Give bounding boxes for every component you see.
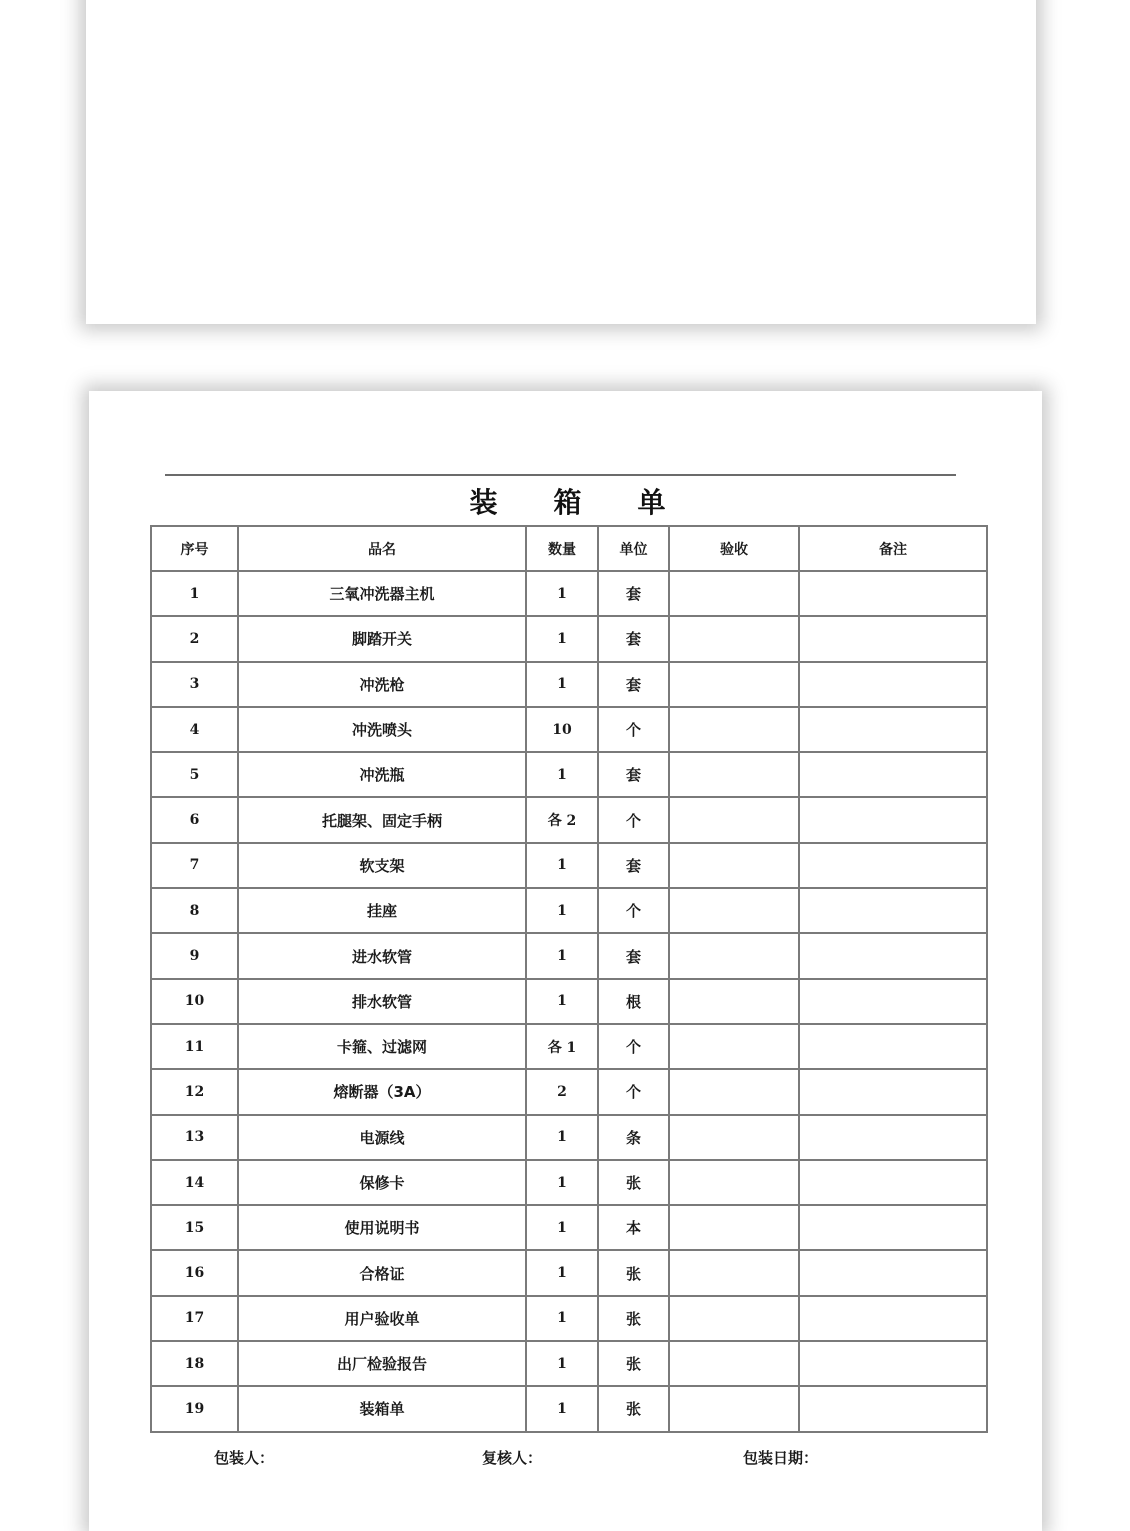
cell-unit: 套 bbox=[598, 843, 669, 888]
cell-item-name: 熔断器（3A） bbox=[238, 1069, 526, 1114]
cell-remarks bbox=[799, 1341, 987, 1386]
cell-remarks bbox=[799, 1205, 987, 1250]
cell-quantity: 1 bbox=[526, 1115, 598, 1160]
table-row bbox=[151, 752, 987, 797]
cell-quantity: 1 bbox=[526, 616, 598, 661]
table-row bbox=[151, 1160, 987, 1205]
cell-quantity: 1 bbox=[526, 1205, 598, 1250]
reviewer-label: 复核人： bbox=[482, 1449, 543, 1467]
cell-quantity: 各 2 bbox=[526, 797, 598, 842]
cell-inspection bbox=[669, 843, 799, 888]
cell-remarks bbox=[799, 797, 987, 842]
cell-quantity: 2 bbox=[526, 1069, 598, 1114]
cell-remarks bbox=[799, 888, 987, 933]
cell-serial-no: 2 bbox=[151, 616, 238, 661]
header-inspection: 验收 bbox=[669, 526, 799, 571]
cell-serial-no: 16 bbox=[151, 1250, 238, 1295]
cell-serial-no: 10 bbox=[151, 979, 238, 1024]
cell-inspection bbox=[669, 1069, 799, 1114]
cell-remarks bbox=[799, 1024, 987, 1069]
cell-item-name: 三氧冲洗器主机 bbox=[238, 571, 526, 616]
cell-unit: 本 bbox=[598, 1205, 669, 1250]
table-row bbox=[151, 1296, 987, 1341]
cell-inspection bbox=[669, 662, 799, 707]
cell-quantity: 1 bbox=[526, 571, 598, 616]
cell-unit: 个 bbox=[598, 797, 669, 842]
cell-inspection bbox=[669, 1205, 799, 1250]
header-item-name: 品名 bbox=[238, 526, 526, 571]
cell-quantity: 1 bbox=[526, 1296, 598, 1341]
cell-unit: 张 bbox=[598, 1386, 669, 1431]
cell-item-name: 进水软管 bbox=[238, 933, 526, 978]
cell-serial-no: 3 bbox=[151, 662, 238, 707]
cell-unit: 套 bbox=[598, 616, 669, 661]
table-row bbox=[151, 616, 987, 661]
cell-inspection bbox=[669, 1386, 799, 1431]
cell-quantity: 1 bbox=[526, 1250, 598, 1295]
cell-serial-no: 6 bbox=[151, 797, 238, 842]
cell-serial-no: 4 bbox=[151, 707, 238, 752]
table-row bbox=[151, 888, 987, 933]
table-row bbox=[151, 843, 987, 888]
header-quantity: 数量 bbox=[526, 526, 598, 571]
cell-remarks bbox=[799, 933, 987, 978]
cell-inspection bbox=[669, 888, 799, 933]
cell-inspection bbox=[669, 1160, 799, 1205]
cell-item-name: 电源线 bbox=[238, 1115, 526, 1160]
cell-serial-no: 9 bbox=[151, 933, 238, 978]
cell-remarks bbox=[799, 1250, 987, 1295]
cell-item-name: 冲洗喷头 bbox=[238, 707, 526, 752]
cell-quantity: 1 bbox=[526, 1160, 598, 1205]
packer-label: 包装人： bbox=[214, 1449, 275, 1467]
cell-unit: 张 bbox=[598, 1250, 669, 1295]
cell-serial-no: 13 bbox=[151, 1115, 238, 1160]
previous-page bbox=[86, 0, 1036, 324]
cell-serial-no: 8 bbox=[151, 888, 238, 933]
header-unit: 单位 bbox=[598, 526, 669, 571]
table-row bbox=[151, 662, 987, 707]
cell-serial-no: 7 bbox=[151, 843, 238, 888]
table-row bbox=[151, 1250, 987, 1295]
cell-inspection bbox=[669, 1115, 799, 1160]
header-serial-no: 序号 bbox=[151, 526, 238, 571]
cell-remarks bbox=[799, 662, 987, 707]
cell-serial-no: 5 bbox=[151, 752, 238, 797]
cell-inspection bbox=[669, 1296, 799, 1341]
cell-quantity: 1 bbox=[526, 933, 598, 978]
cell-unit: 套 bbox=[598, 752, 669, 797]
header-rule bbox=[165, 474, 956, 476]
cell-remarks bbox=[799, 707, 987, 752]
title-char-2: 箱 bbox=[553, 486, 582, 519]
table-row bbox=[151, 1024, 987, 1069]
cell-quantity: 1 bbox=[526, 752, 598, 797]
cell-serial-no: 18 bbox=[151, 1341, 238, 1386]
cell-item-name: 使用说明书 bbox=[238, 1205, 526, 1250]
cell-inspection bbox=[669, 616, 799, 661]
cell-inspection bbox=[669, 571, 799, 616]
cell-unit: 张 bbox=[598, 1341, 669, 1386]
cell-unit: 套 bbox=[598, 571, 669, 616]
table-row bbox=[151, 979, 987, 1024]
cell-serial-no: 19 bbox=[151, 1386, 238, 1431]
cell-quantity: 1 bbox=[526, 843, 598, 888]
cell-item-name: 用户验收单 bbox=[238, 1296, 526, 1341]
header-remarks: 备注 bbox=[799, 526, 987, 571]
cell-unit: 套 bbox=[598, 662, 669, 707]
cell-unit: 套 bbox=[598, 933, 669, 978]
cell-item-name: 保修卡 bbox=[238, 1160, 526, 1205]
cell-inspection bbox=[669, 752, 799, 797]
cell-unit: 条 bbox=[598, 1115, 669, 1160]
cell-quantity: 1 bbox=[526, 662, 598, 707]
cell-item-name: 托腿架、固定手柄 bbox=[238, 797, 526, 842]
cell-unit: 个 bbox=[598, 1069, 669, 1114]
table-row bbox=[151, 797, 987, 842]
cell-remarks bbox=[799, 843, 987, 888]
table-row bbox=[151, 1386, 987, 1431]
table-row bbox=[151, 1115, 987, 1160]
table-header-row bbox=[151, 526, 987, 571]
table-row bbox=[151, 1069, 987, 1114]
cell-remarks bbox=[799, 1115, 987, 1160]
cell-quantity: 10 bbox=[526, 707, 598, 752]
cell-quantity: 各 1 bbox=[526, 1024, 598, 1069]
cell-unit: 张 bbox=[598, 1296, 669, 1341]
table-row bbox=[151, 933, 987, 978]
document-title bbox=[150, 480, 985, 522]
cell-unit: 张 bbox=[598, 1160, 669, 1205]
cell-item-name: 装箱单 bbox=[238, 1386, 526, 1431]
cell-item-name: 合格证 bbox=[238, 1250, 526, 1295]
cell-inspection bbox=[669, 1250, 799, 1295]
packing-list-table bbox=[150, 525, 988, 1433]
cell-remarks bbox=[799, 1160, 987, 1205]
cell-inspection bbox=[669, 797, 799, 842]
cell-unit: 个 bbox=[598, 888, 669, 933]
cell-serial-no: 1 bbox=[151, 571, 238, 616]
table-row bbox=[151, 1341, 987, 1386]
cell-item-name: 卡箍、过滤网 bbox=[238, 1024, 526, 1069]
cell-item-name: 排水软管 bbox=[238, 979, 526, 1024]
cell-inspection bbox=[669, 707, 799, 752]
cell-item-name: 出厂检验报告 bbox=[238, 1341, 526, 1386]
cell-serial-no: 17 bbox=[151, 1296, 238, 1341]
cell-inspection bbox=[669, 933, 799, 978]
table-row bbox=[151, 1205, 987, 1250]
cell-unit: 根 bbox=[598, 979, 669, 1024]
cell-item-name: 软支架 bbox=[238, 843, 526, 888]
title-char-3: 单 bbox=[637, 486, 666, 519]
cell-remarks bbox=[799, 616, 987, 661]
cell-remarks bbox=[799, 571, 987, 616]
cell-inspection bbox=[669, 1024, 799, 1069]
cell-remarks bbox=[799, 1386, 987, 1431]
table-row bbox=[151, 707, 987, 752]
title-char-1: 装 bbox=[469, 486, 498, 519]
cell-serial-no: 11 bbox=[151, 1024, 238, 1069]
cell-remarks bbox=[799, 752, 987, 797]
cell-quantity: 1 bbox=[526, 888, 598, 933]
cell-inspection bbox=[669, 979, 799, 1024]
cell-inspection bbox=[669, 1341, 799, 1386]
cell-remarks bbox=[799, 979, 987, 1024]
cell-quantity: 1 bbox=[526, 979, 598, 1024]
cell-unit: 个 bbox=[598, 707, 669, 752]
table-row bbox=[151, 571, 987, 616]
cell-unit: 个 bbox=[598, 1024, 669, 1069]
cell-remarks bbox=[799, 1069, 987, 1114]
pack-date-label: 包装日期： bbox=[743, 1449, 819, 1467]
cell-item-name: 冲洗枪 bbox=[238, 662, 526, 707]
cell-serial-no: 14 bbox=[151, 1160, 238, 1205]
cell-item-name: 脚踏开关 bbox=[238, 616, 526, 661]
cell-serial-no: 12 bbox=[151, 1069, 238, 1114]
cell-item-name: 冲洗瓶 bbox=[238, 752, 526, 797]
cell-quantity: 1 bbox=[526, 1386, 598, 1431]
cell-quantity: 1 bbox=[526, 1341, 598, 1386]
cell-serial-no: 15 bbox=[151, 1205, 238, 1250]
cell-remarks bbox=[799, 1296, 987, 1341]
cell-item-name: 挂座 bbox=[238, 888, 526, 933]
